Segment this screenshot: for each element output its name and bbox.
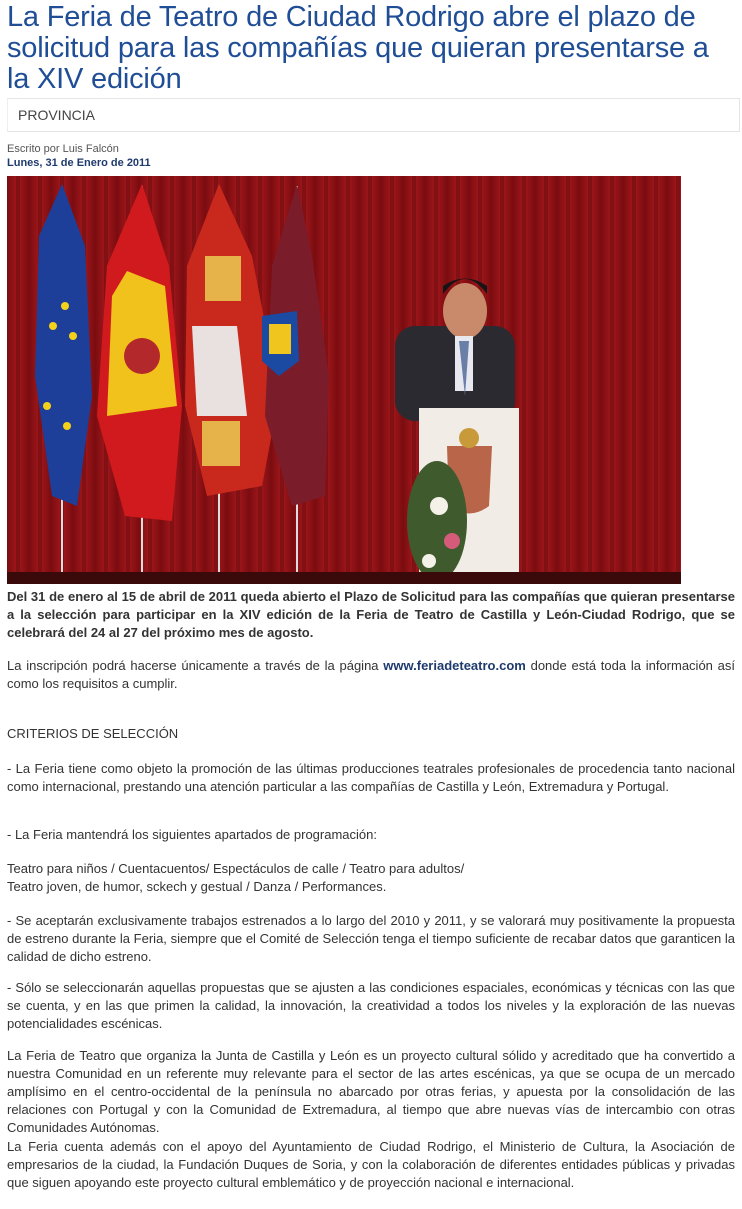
criteria-item-1: - La Feria tiene como objeto la promoción de las últimas producciones teatrales profesionales de procedencia tanto nacional como internacional, prestando una atención particular a las compañías de Castilla y León, Extremadura y Portugal.	[7, 761, 735, 794]
article-photo	[7, 176, 681, 584]
inscription-paragraph	[7, 657, 735, 693]
flowers	[407, 461, 467, 581]
article-lead: Del 31 de enero al 15 de abril de 2011 queda abierto el Plazo de Solicitud para las compañías que quieran presentarse a la selección para participar en la XIV edición de la Feria de Teatro de Castilla y León-Ciudad Rodrigo, que se celebrará del 24 al 27 del próximo mes de agosto.	[7, 589, 735, 640]
article-title: La Feria de Teatro de Ciudad Rodrigo abre el plazo de solicitud para las compañías que quieran presentarse a la XIV edición	[7, 1, 709, 95]
criteria-item-4: - Sólo se seleccionarán aquellas propuestas que se ajusten a las condiciones espaciales, económicas y técnicas con las que se cuenta, y en las que primen la calidad, la innovación, la creatividad a todos los niveles y la exploración de las nuevas potencialidades escénicas.	[7, 980, 735, 1031]
program-line-1: Teatro para niños / Cuentacuentos/ Espectáculos de calle / Teatro para adultos/	[7, 861, 465, 876]
feriadeteatro-link[interactable]: www.feriadeteatro.com	[383, 658, 526, 673]
program-categories	[7, 860, 735, 896]
support-paragraph: La Feria cuenta además con el apoyo del Ayuntamiento de Ciudad Rodrigo, el Ministerio de Cultura, la Asociación de empresarios de la ciudad, la Fundación Duques de Soria, y con la colaboración de diferentes entidades públicas y privadas que siguen apoyando este proyecto cultural emblemático y de proyección nacional e internacional.	[7, 1139, 735, 1190]
junta-paragraph: La Feria de Teatro que organiza la Junta de Castilla y León es un proyecto cultural sólido y acreditado que ha convertido a nuestra Comunidad en un referente muy relevante para el sector de las artes escénicas, ya que se ocupa de un mercado amplísimo en el centro-occidental de la península no abarcado por otras ferias, y apuesta por la consolidación de las relaciones con Portugal y con la Comunidad de Extremadura, al tiempo que abre nuevas vías de intercambio con otras Comunidades Autónomas.	[7, 1048, 735, 1135]
section-label[interactable]: PROVINCIA	[18, 107, 96, 123]
section-bar	[7, 98, 740, 132]
inscription-text-before: La inscripción podrá hacerse únicamente a través de la página	[7, 658, 384, 673]
article-author: Escrito por Luis Falcón	[7, 143, 119, 155]
criteria-heading: CRITERIOS DE SELECCIÓN	[7, 726, 179, 741]
program-line-2: Teatro joven, de humor, sckech y gestual / Danza / Performances.	[7, 879, 387, 894]
article-date: Lunes, 31 de Enero de 2011	[7, 157, 151, 169]
criteria-item-2: - La Feria mantendrá los siguientes apartados de programación:	[7, 827, 377, 842]
criteria-item-3: - Se aceptarán exclusivamente trabajos estrenados a lo largo del 2010 y 2011, y se valorará muy positivamente la propuesta de estreno durante la Feria, siempre que el Comité de Selección tenga el tiempo suficiente de recabar datos que garanticen la calidad de dicho estreno.	[7, 913, 735, 964]
inscription-text-after: donde está toda la información así como los requisitos a cumplir.	[7, 658, 735, 691]
